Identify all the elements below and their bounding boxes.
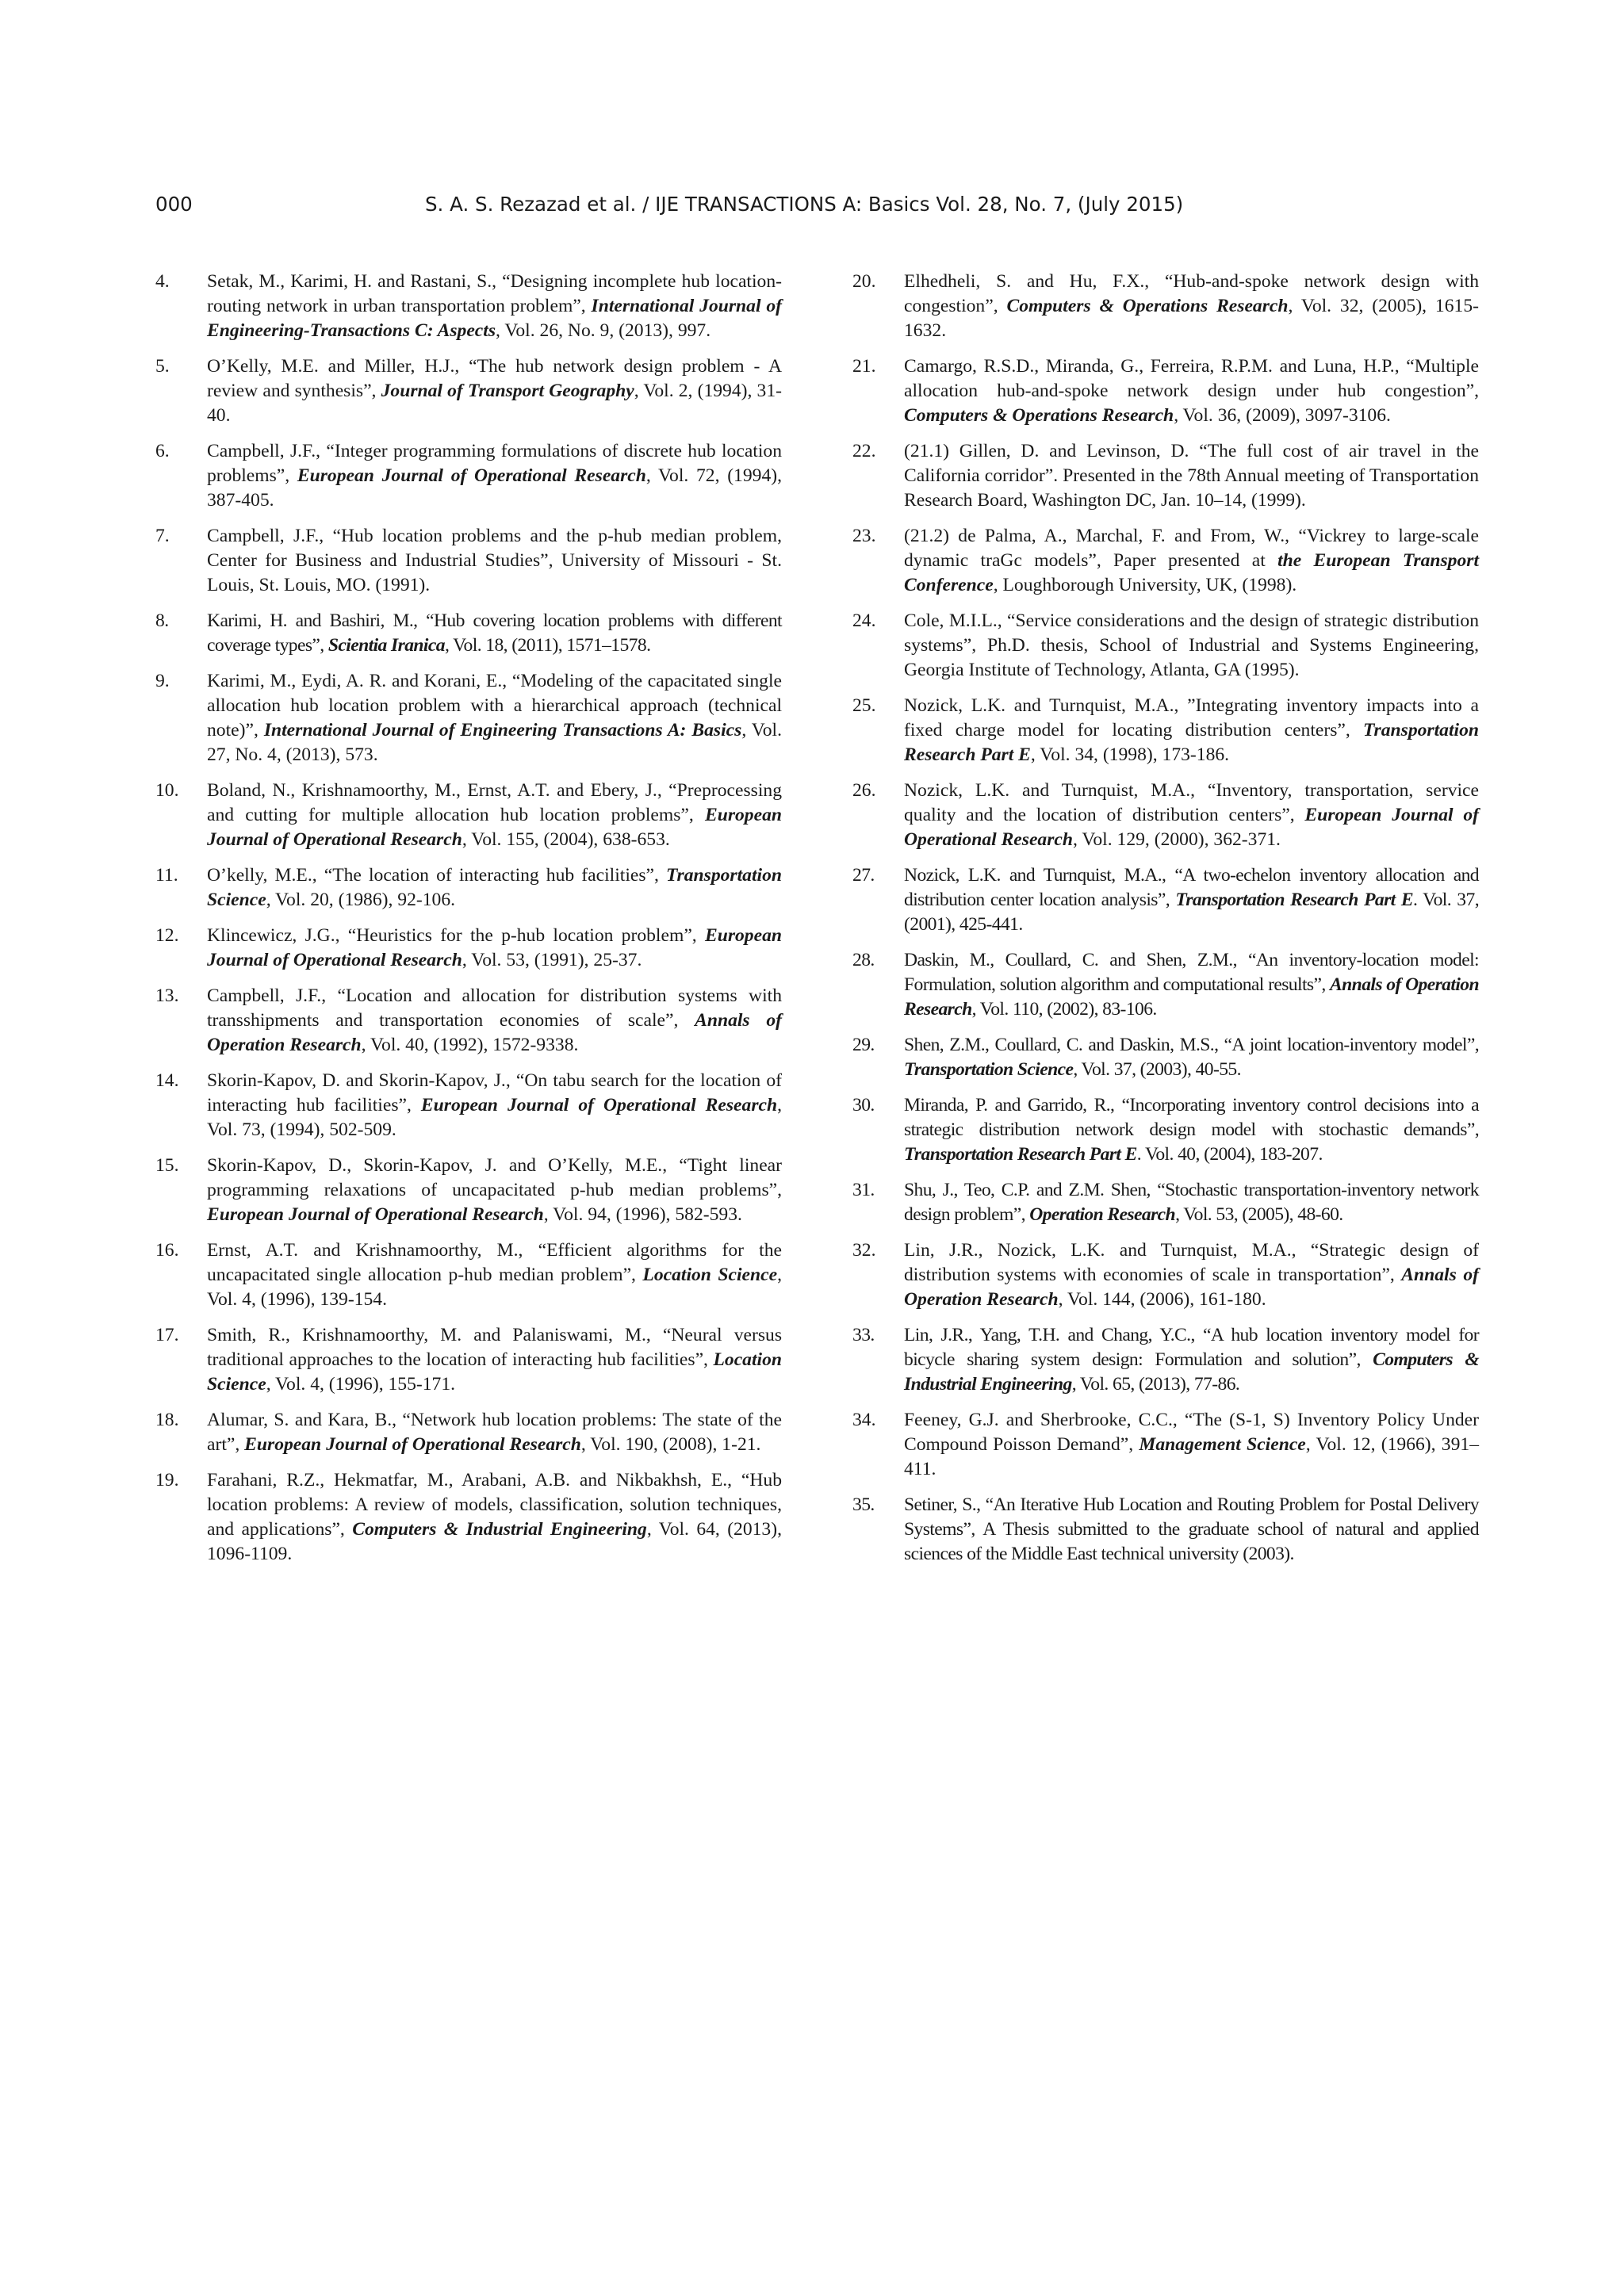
reference-number: 4. (155, 271, 170, 292)
reference-text: O’kelly, M.E., “The location of interacting hub facilities”, (207, 865, 667, 886)
reference-details: , Vol. 144, (2006), 161-180. (1058, 1289, 1266, 1310)
reference-text: Miranda, P. and Garrido, R., “Incorporating inventory control decisions into a strategic distribution network design model with stochastic demands”, (904, 1095, 1479, 1140)
reference-journal: Location Science (207, 1349, 782, 1395)
reference-text: Campbell, J.F., “Hub location problems and the p-hub median problem, Center for Business and Industrial Studies”, University of Missouri - St. Louis, St. Louis, MO. (1991). (207, 526, 782, 595)
reference-details: , Vol. 32, (2005), 1615-1632. (904, 296, 1479, 341)
reference-item (155, 1154, 782, 1227)
reference-item (852, 439, 1479, 513)
reference-details: , Vol. 26, No. 9, (2013), 997. (496, 320, 711, 341)
reference-text: Karimi, H. and Bashiri, M., “Hub covering location problems with different coverage types”, (207, 610, 782, 656)
reference-item (852, 694, 1479, 767)
reference-text: Campbell, J.F., “Integer programming formulations of discrete hub location problems”, (207, 441, 782, 486)
reference-text: Alumar, S. and Kara, B., “Network hub location problems: The state of the art”, (207, 1410, 782, 1455)
reference-details: , Vol. 53, (2005), 48-60. (1175, 1204, 1343, 1225)
reference-item (852, 1238, 1479, 1312)
reference-journal: Computers & Industrial Engineering (352, 1519, 647, 1540)
reference-journal: Computers & Industrial Engineering (904, 1349, 1479, 1395)
reference-text: Shu, J., Teo, C.P. and Z.M. Shen, “Stochastic transportation-inventory network design problem”, (904, 1180, 1479, 1225)
reference-number: 13. (155, 985, 179, 1006)
reference-item (852, 354, 1479, 428)
reference-details: , Vol. 72, (1994), 387-405. (207, 465, 783, 511)
reference-journal: International Journal of Engineering Transactions A: Basics (263, 720, 742, 740)
reference-number: 14. (155, 1070, 179, 1091)
reference-item (852, 863, 1479, 937)
reference-text: Setiner, S., “An Iterative Hub Location and Routing Problem for Postal Delivery Systems”, A Thesis submitted to the graduate school of natural and applied sciences of the Middle East technical university (2003). (904, 1494, 1479, 1564)
running-title: S. A. S. Rezazad et al. / IJE TRANSACTIONS A: Basics Vol. 28, No. 7, (July 2015) (425, 193, 1184, 216)
reference-text: Cole, M.I.L., “Service considerations and the design of strategic distribution systems”, Ph.D. thesis, School of Industrial and Systems Engineering, Georgia Institute of Technology, Atlanta, GA (1995). (904, 610, 1479, 680)
reference-item (852, 270, 1479, 343)
reference-text: (21.2) de Palma, A., Marchal, F. and From, W., “Vickrey to large-scale dynamic traGc models”, Paper presented at (904, 526, 1479, 571)
reference-journal: Transportation Research Part E (904, 720, 1479, 765)
reference-details: , Vol. 73, (1994), 502-509. (207, 1095, 782, 1140)
reference-journal: Management Science (1139, 1434, 1306, 1455)
reference-text: Nozick, L.K. and Turnquist, M.A., “Inventory, transportation, service quality and the location of distribution centers”, (904, 780, 1479, 825)
reference-details: , Vol. 94, (1996), 582-593. (543, 1204, 742, 1225)
reference-text: Smith, R., Krishnamoorthy, M. and Palaniswami, M., “Neural versus traditional approaches to the location of interacting hub facilities”, (207, 1325, 782, 1370)
reference-journal: Journal of Transport Geography (381, 381, 634, 401)
reference-number: 30. (852, 1095, 875, 1115)
reference-journal: Annals of Operation Research (207, 1010, 782, 1055)
reference-number: 33. (852, 1325, 875, 1345)
reference-item (155, 354, 782, 428)
reference-details: , Vol. 2, (1994), 31-40. (207, 381, 782, 426)
reference-journal: Annals of Operation Research (904, 974, 1479, 1020)
reference-number: 8. (155, 610, 169, 631)
reference-number: 9. (155, 671, 170, 691)
reference-journal: Scientia Iranica (327, 635, 445, 656)
reference-text: Nozick, L.K. and Turnquist, M.A., “A two-echelon inventory allocation and distribution center location analysis”, (904, 865, 1479, 910)
references-right-column (852, 270, 1479, 1578)
reference-text: Skorin-Kapov, D. and Skorin-Kapov, J., “On tabu search for the location of interacting hub facilities”, (207, 1070, 782, 1115)
reference-number: 35. (852, 1494, 875, 1515)
reference-number: 15. (155, 1155, 179, 1176)
reference-number: 11. (155, 865, 178, 886)
reference-details: , Vol. 155, (2004), 638-653. (462, 829, 670, 850)
reference-details: . Vol. 40, (2004), 183-207. (1136, 1144, 1323, 1165)
reference-item (155, 1323, 782, 1397)
reference-number: 5. (155, 356, 170, 377)
reference-journal: European Journal of Operational Research (297, 465, 646, 486)
reference-journal: European Journal of Operational Research (207, 1204, 544, 1225)
reference-item (155, 984, 782, 1058)
reference-text: Lin, J.R., Yang, T.H. and Chang, Y.C., “A hub location inventory model for bicycle sharing system design: Formulation and solution”, (904, 1325, 1479, 1370)
reference-text: Karimi, M., Eydi, A. R. and Korani, E., “Modeling of the capacitated single allocation hub location problem with a hierarchical approach (technical note)”, (207, 671, 782, 740)
reference-text: (21.1) Gillen, D. and Levinson, D. “The full cost of air travel in the California corridor”. Presented in the 78th Annual meeting of Transportation Research Board, Washington DC, Jan. 10–14, (1999). (904, 441, 1479, 511)
reference-journal: Transportation Science (904, 1059, 1074, 1080)
reference-number: 19. (155, 1470, 179, 1490)
page-header (155, 193, 1469, 228)
reference-item (852, 1033, 1479, 1082)
reference-number: 21. (852, 356, 876, 377)
reference-item (852, 1493, 1479, 1567)
reference-number: 29. (852, 1035, 875, 1055)
reference-text: Camargo, R.S.D., Miranda, G., Ferreira, R.P.M. and Luna, H.P., “Multiple allocation hub-and-spoke network design under hub congestion”, (904, 356, 1479, 401)
reference-number: 16. (155, 1240, 179, 1261)
reference-number: 17. (155, 1325, 179, 1345)
reference-item (155, 1468, 782, 1567)
reference-journal: European Journal of Operational Research (244, 1434, 581, 1455)
reference-number: 7. (155, 526, 170, 546)
references-left-column (155, 270, 782, 1578)
reference-item (852, 779, 1479, 852)
reference-item (852, 609, 1479, 683)
reference-details: , Vol. 34, (1998), 173-186. (1030, 744, 1230, 765)
reference-number: 28. (852, 950, 875, 970)
reference-text: Nozick, L.K. and Turnquist, M.A., ”Integrating inventory impacts into a fixed charge model for locating distribution centers”, (904, 695, 1479, 740)
reference-number: 26. (852, 780, 876, 801)
reference-text: Setak, M., Karimi, H. and Rastani, S., “Designing incomplete hub location-routing network in urban transportation problem”, (207, 271, 782, 316)
reference-journal: the European Transport Conference (904, 550, 1480, 595)
reference-details: , Vol. 36, (2009), 3097-3106. (1174, 405, 1391, 426)
reference-text: Lin, J.R., Nozick, L.K. and Turnquist, M.A., “Strategic design of distribution systems with economies of scale in transportation”, (904, 1240, 1479, 1285)
reference-item (852, 524, 1479, 598)
reference-journal: Computers & Operations Research (1006, 296, 1289, 316)
reference-item (155, 439, 782, 513)
reference-number: 25. (852, 695, 876, 716)
reference-journal: European Journal of Operational Research (904, 805, 1479, 850)
reference-details: , Vol. 20, (1986), 92-106. (266, 890, 456, 910)
page-number: 000 (155, 193, 193, 216)
reference-journal: International Journal of Engineering-Transactions C: Aspects (207, 296, 782, 341)
reference-number: 27. (852, 865, 875, 886)
reference-details: , Vol. 53, (1991), 25-37. (462, 950, 642, 970)
reference-journal: Location Science (642, 1265, 778, 1285)
reference-text: Skorin-Kapov, D., Skorin-Kapov, J. and O’Kelly, M.E., “Tight linear programming relaxations of uncapacitated p-hub median problems”, (207, 1155, 782, 1200)
reference-number: 31. (852, 1180, 875, 1200)
reference-text: Klincewicz, J.G., “Heuristics for the p-hub location problem”, (207, 925, 705, 946)
reference-number: 34. (852, 1410, 876, 1430)
reference-number: 20. (852, 271, 876, 292)
reference-number: 6. (155, 441, 170, 461)
reference-number: 10. (155, 780, 179, 801)
reference-item (155, 924, 782, 973)
reference-number: 22. (852, 441, 876, 461)
reference-text: Boland, N., Krishnamoorthy, M., Ernst, A.T. and Ebery, J., “Preprocessing and cutting for multiple allocation hub location problems”, (207, 780, 782, 825)
reference-item (852, 1408, 1479, 1482)
reference-item (155, 609, 782, 658)
reference-number: 23. (852, 526, 876, 546)
reference-item (155, 1069, 782, 1142)
reference-number: 18. (155, 1410, 179, 1430)
reference-text: Feeney, G.J. and Sherbrooke, C.C., “The (S-1, S) Inventory Policy Under Compound Poisson Demand”, (904, 1410, 1479, 1455)
reference-details: , Vol. 12, (1966), 391–411. (904, 1434, 1479, 1479)
reference-journal: Operation Research (1029, 1204, 1176, 1225)
reference-text: O’Kelly, M.E. and Miller, H.J., “The hub network design problem - A review and synthesis”, (207, 356, 782, 401)
reference-text: Shen, Z.M., Coullard, C. and Daskin, M.S., “A joint location-inventory model”, (904, 1035, 1479, 1055)
reference-number: 24. (852, 610, 876, 631)
reference-text: Elhedheli, S. and Hu, F.X., “Hub-and-spoke network design with congestion”, (904, 271, 1479, 316)
reference-journal: Transportation Research Part E (904, 1144, 1137, 1165)
reference-item (155, 270, 782, 343)
reference-item (155, 1408, 782, 1457)
reference-journal: Annals of Operation Research (904, 1265, 1479, 1310)
reference-item (852, 1178, 1479, 1227)
reference-text: Ernst, A.T. and Krishnamoorthy, M., “Efficient algorithms for the uncapacitated single allocation p-hub median problem”, (207, 1240, 782, 1285)
reference-item (155, 1238, 782, 1312)
reference-details: , Loughborough University, UK, (1998). (993, 575, 1297, 595)
reference-number: 32. (852, 1240, 876, 1261)
reference-item (155, 863, 782, 913)
reference-journal: Computers & Operations Research (904, 405, 1174, 426)
reference-text: Farahani, R.Z., Hekmatfar, M., Arabani, A.B. and Nikbakhsh, E., “Hub location problems: A review of models, classification, solution techniques, and applications”, (207, 1470, 782, 1540)
reference-details: , Vol. 40, (1992), 1572-9338. (361, 1035, 579, 1055)
reference-item (155, 779, 782, 852)
reference-journal: European Journal of Operational Research (420, 1095, 778, 1115)
reference-number: 12. (155, 925, 179, 946)
reference-details: , Vol. 65, (2013), 77-86. (1071, 1374, 1240, 1395)
reference-text: Daskin, M., Coullard, C. and Shen, Z.M., “An inventory-location model: Formulation, solution algorithm and computational results”, (904, 950, 1479, 995)
reference-journal: Transportation Research Part E (1175, 890, 1414, 910)
reference-details: , Vol. 129, (2000), 362-371. (1073, 829, 1281, 850)
reference-details: , Vol. 27, No. 4, (2013), 573. (207, 720, 782, 765)
reference-item (155, 669, 782, 767)
reference-details: , Vol. 64, (2013), 1096-1109. (207, 1519, 782, 1564)
reference-details: , Vol. 110, (2002), 83-106. (971, 999, 1157, 1020)
reference-details: , Vol. 4, (1996), 139-154. (207, 1265, 782, 1310)
reference-item (852, 1093, 1479, 1167)
reference-details: . Vol. 37, (2001), 425-441. (904, 890, 1479, 935)
reference-details: , Vol. 4, (1996), 155-171. (266, 1374, 456, 1395)
reference-journal: Transportation Science (207, 865, 782, 910)
reference-text: Campbell, J.F., “Location and allocation for distribution systems with transshipments and transportation economies of scale”, (207, 985, 782, 1031)
reference-details: , Vol. 190, (2008), 1-21. (580, 1434, 761, 1455)
reference-item (155, 524, 782, 598)
reference-item (852, 948, 1479, 1022)
reference-details: , Vol. 18, (2011), 1571–1578. (444, 635, 651, 656)
reference-item (852, 1323, 1479, 1397)
reference-journal: European Journal of Operational Research (207, 925, 782, 970)
reference-details: , Vol. 37, (2003), 40-55. (1073, 1059, 1241, 1080)
reference-journal: European Journal of Operational Research (207, 805, 782, 850)
